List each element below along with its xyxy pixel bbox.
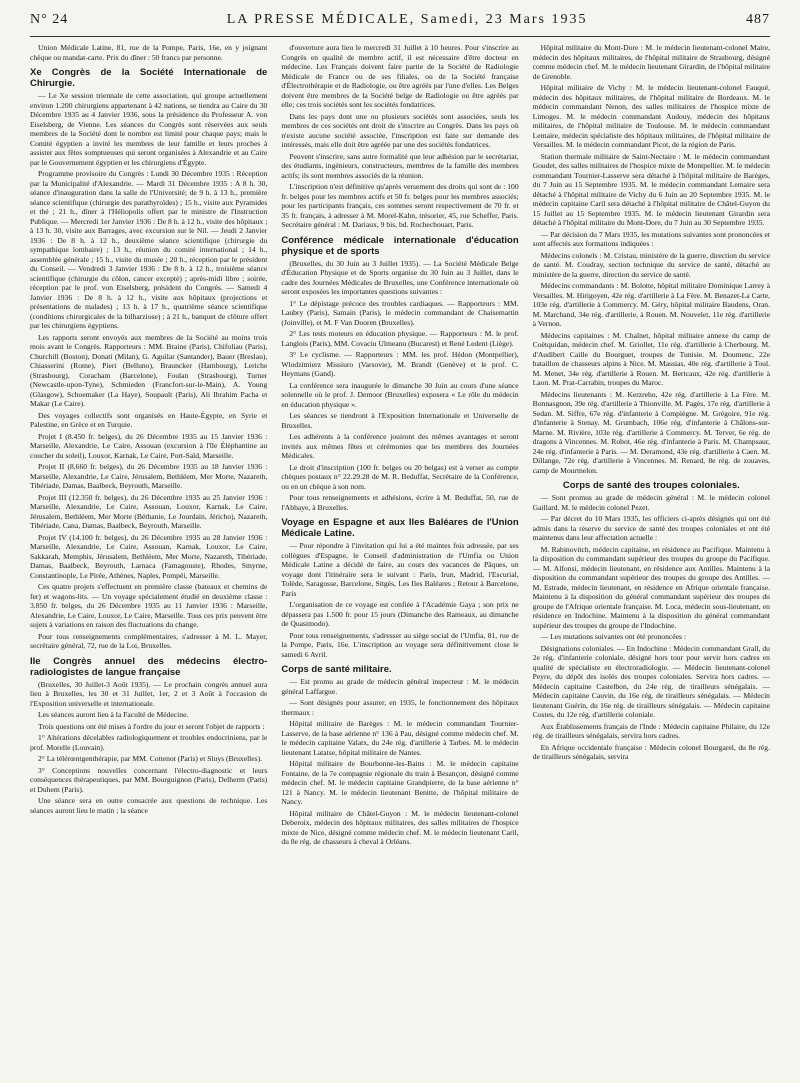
paragraph: Les adhérents à la conférence jouiront des mêmes avantages et seront invités aux mêmes fêtes et cérémonies que les membres des Journées Médicales. (281, 432, 519, 460)
paragraph: 1° Altérations décelables radiologiquement et troubles endocriniens, par le prof. Morelle (Louvain). (30, 733, 268, 752)
paragraph: 2° Les tests moteurs en éducation physique. — Rapporteurs : M. le prof. Langlois (Paris), MM. Covaciu Ulmeanu (Bucarest) et René Ledent (Liège). (281, 329, 519, 348)
paragraph: L'organisation de ce voyage est confiée à l'Académie Gaya ; son prix ne dépassera pas 1.500 fr. pour 15 jours (Dimanche des Rameaux, au dimanche de Quasimodo). (281, 600, 519, 628)
paragraph: Projet I (8.450 fr. belges), du 26 Décembre 1935 au 15 Janvier 1936 : Marseille, Alexandrie, Le Caire, Assouan (excursion à l'île Éléphantine au coucher du soleil), Louxor, Karnak, Le Caire, Port-Saïd, Marseille. (30, 431, 268, 460)
paragraph: Hôpital militaire du Mont-Dore : M. le médecin lieutenant-colonel Maire, médecin des hôpitaux militaires, de l'hôpital militaire de Strasbourg, désigné comme médecin chef. M. le médecin lieutenant Girardin, de l'hôpital militaire de Grenoble. (532, 43, 770, 81)
paragraph: Les séances auront lieu à la Faculté de Médecine. (38, 710, 189, 719)
paragraph: Union Médicale Latine, 81, rue de la Pompe, Paris, 16e, en y joignant chèque ou mandat-carte. Prix du dîner : 50 francs par personne. (30, 43, 268, 62)
paragraph: — Sont promus au grade de médecin général : M. le médecin colonel Gaillard. M. le médecin colonel Pezet. (532, 493, 770, 512)
paragraph: Ces quatre projets s'effectuent en première classe (bateaux et chemins de fer) et wagons-lits. — Un voyage spécialement étudié en deuxième classe : 3.850 fr. belges, du 26 Décembre 1935 au 11 Janvier 1936 : Marseille, Alexandrie, Le Caire, Louxor, Le Caire, Marseille. Tous ces prix peuvent être sujets à variations en raison des fluctuations du change. (30, 582, 268, 629)
paragraph: (Bruxelles, du 30 Juin au 3 Juillet 1935). — La Société Médicale Belge d'Éducation Physique et de Sports organise du 30 Juin au 3 Juillet, dans le cadre des Journées Médicales de Bruxelles, une Conférence internationale où seront exposées les importantes questions suivantes : (281, 258, 519, 296)
paragraph: Médecins colonels : M. Cristau, ministère de la guerre, direction du service de santé. M. Coudray, section technique du service de santé, détaché au ministère de la guerre, direction du service de santé. (532, 250, 770, 279)
paragraph: Médecins lieutenants : M. Kerzreho, 42e rég. d'artillerie à La Fère. M. Bonnasgnon, 39e rég. d'artillerie à Thionville. M. Pagès, 17e rég. d'artillerie à Sedan. M. Siffre, 67e rég. d'infanterie à Compiègne. M. Grégoire, 91e rég. d'infanterie à Stenay. M. Grumbach, 106e rég. d'infanterie à Châlons-sur-Marne. M. Rivière, 103e rég. d'artillerie à Commercy. M. Terver, 6e rég. de dragons à Vincennes. M. Robot, 46e rég. d'infanterie à Paris. M. Champsaur, 24e rég. d'infanterie à Paris. — M. Deramond, 43e rég. d'artillerie à Caen. M. Dillange, 72e rég. d'artillerie à Vincennes. M. Renard, 8e rég. de zouaves, camp de Mourmelon. (532, 389, 770, 475)
article-heading-spain-voyage: Voyage en Espagne et aux Iles Baléares de l'Union Médicale Latine. (281, 517, 519, 539)
paragraph: Médecins capitaines : M. Chaînet, hôpital militaire annexe du camp de Coëtquidan, médecin chef. M. Griollet, 11e rég. d'artillerie à Cherbourg. M. d'Audibert Caille du Bourguet, troupes de Tunisie. M. Doumenc, 22e bataillon de chasseurs alpins à Nice. M. Massias, 40e rég. d'artillerie à Toul. M. Menet, 34e rég. d'artillerie à Rouen. M. Bertcaux, 42e rég. d'artillerie à Laon. M. Prat-Carrabin, troupes du Maroc. (532, 330, 770, 387)
paragraph: Les rapports seront envoyés aux membres de la Société au moins trois mois avant le Congrès. Rapporteurs : MM. Braine (Paris), Chifoliau (Paris), Churchill (Boston), Donati (Milan), G. Aguilar (Santander), Bauer (Breslau), Chiasserini (Rome), Pieri (Belluno), Brauncker (Hambourg), Leriche (Strasbourg), Coracham (Barcelone), Foulan (Strasbourg), Turner (Newcastle-upon-Tyne), Schmieden (Francfort-sur-le-Main), A. Young (Glasgow), Schoemaker (La Haye), Soupault (Paris), Ali Ibrahim Pacha et Makar (Le Caire). (30, 332, 268, 408)
page-number: 487 (746, 12, 770, 27)
paragraph: 1° Le dépistage précoce des troubles cardiaques. — Rapporteurs : MM. Laubry (Paris), Samain (Paris), le médecin commandant de Chaisemartin (Joinville), et M. F Van Dooren (Bruxelles). (281, 298, 519, 327)
article-heading-colonial-troops: Corps de santé des troupes coloniales. (562, 480, 740, 491)
paragraph: En Afrique occidentale française : Médecin colonel Bourgarel, du 8e rég. de tirailleurs sénégalais, servira (532, 742, 770, 761)
paragraph: L'inscription n'est définitive qu'après versement des droits qui sont de : 100 fr. belges pour les membres actifs et 50 fr. belges pour les membres associés; pour les participants français, ces sommes seront respectivement de 70 fr. et 35 fr. français, à adresser à M. Morel-Kahn, trésorier, 45, rue Scheffer, Paris. Secrétaire général : M. Dariaux, 9 bis, bd. Rochechouart, Paris. (281, 182, 519, 229)
paragraph: 3° Le cyclisme. — Rapporteurs : MM. les prof. Hédon (Montpellier), Wlodzimierz Missiuro (Varsovie), M. Brandt (Genève) et le prof. C. Heymans (Gand). (281, 350, 519, 378)
paragraph: Hôpital militaire de Vichy : M. le médecin lieutenant-colonel Fauqué, médecin des hôpitaux militaires, de l'hôpital militaire de Bordeaux. M. le médecin commandant Nenon, des salles militaires de l'hospice mixte de Limoges. M. le médecin commandant Audouy, médecin des hôpitaux militaires, de l'hôpital militaire de Toulouse. M. le médecin commandant Lemaire, médecin spécialiste des hôpitaux militaires, de l'hôpital militaire de Versailles. M. le médecin commandant Picot, de la région de Paris. (532, 83, 770, 149)
paragraph: M. Rabinovitch, médecin capitaine, en résidence au Pacifique. Maintenu à la disposition du commandant supérieur des troupes du groupe du Pacifique. — M. Alfonsi, médecin lieutenant, en résidence aux Antilles. Maintenu à la disposition du commandant supérieur des troupes du groupe des Antilles. — M. Estrade, médecin lieutenant, en résidence en Afrique orientale française. Maintenu à la disposition du général commandant supérieur des troupes du groupe de l'Afrique orientale française. M. Loca, médecin sous-lieutenant, en résidence en Indochine. Maintenu à la disposition du général commandant supérieur des troupes du groupe de l'Indochine. (532, 544, 770, 630)
paragraph: Peuvent s'inscrire, sans autre formalité que leur adhésion par le secrétariat, des étudiants, ingénieurs, constructeurs, membres de la famille des membres actifs; ils sont membres associés de la réunion. (281, 151, 519, 180)
column-2 (281, 43, 518, 1083)
paragraph: Des voyages collectifs sont organisés en Haute-Égypte, en Syrie et Palestine, en Grèce et en Turquie. (30, 410, 268, 429)
paragraph: Les séances se tiendront à l'Exposition Internationale et Universelle de Bruxelles. (281, 411, 519, 430)
masthead-title: LA PRESSE MÉDICALE, Samedi, 23 Mars 1935 (226, 12, 588, 27)
paragraph: Désignations coloniales. — En Indochine : Médecin commandant Grall, du 2e rég. d'infanterie coloniale, désigné hors tour pour servir hors cadres en qualité de spécialiste en électroradiologie. — Médecin lieutenant-colonel Peyre, du dépôt des isolés des troupes coloniales. Servira hors cadres. — Médecin capitaine Castelbon, du 24e rég. de tirailleurs sénégalais. — Médecin capitaine Cauvin, du 16e rég. de tirailleurs sénégalais. — Médecin lieutenant Guérin, du 16e rég. de tirailleurs sénégalais. — Médecin capitaine Costes, du 12e rég. d'artillerie coloniale. (532, 643, 770, 719)
paragraph: — Par décision du 7 Mars 1935, les mutations suivantes sont prononcées et sont affectés aux formations indiquées : (532, 229, 770, 248)
paragraph: Hôpital militaire de Châtel-Guyon : M. le médecin lieutenant-colonel Deberoix, médecin des hôpitaux militaires, des salles militaires de l'hospice mixte de Nice, désigné comme médecin chef. M. le médecin lieutenant Caril, du 8e rég. de chasseurs à cheval à Orléans. (281, 808, 519, 846)
paragraph: Trois questions ont été mises à l'ordre du jour et seront l'objet de rapports : (38, 721, 265, 731)
paragraph: La conférence sera inaugurée le dimanche 30 Juin au cours d'une séance solennelle où le prof. J. Demoor (Bruxelles) exposera « Le rôle du médecin en éducation physique ». (281, 380, 519, 409)
paragraph: Aux Établissements français de l'Inde : Médecin capitaine Philaire, du 12e rég. de tirailleurs sénégalais, servira hors cadres. (532, 721, 770, 740)
paragraph: Station thermale militaire de Saint-Nectaire : M. le médecin commandant Goudet, des salles militaires de l'hospice mixte de Montpellier. M. le médecin commandant Tournier-Lasserve sera détaché à l'hôpital militaire de Barèges, du 7 Juin au 15 Septembre 1935. M. le médecin commandant Lemaire sera détaché à l'hôpital militaire de Vichy du 6 Juin au 20 Septembre 1935. M. le médecin capitaine Caril sera détaché à l'hôpital militaire de Châtel-Guyon du 15 Juillet au 15 Septembre 1935. M. le médecin lieutenant Girardin sera détaché à l'hôpital militaire du Mont-Dore, du 7 Juin au 30 Septembre 1935. (532, 151, 770, 227)
paragraph: d'ouverture aura lieu le mercredi 31 Juillet à 10 heures. Pour s'inscrire au Congrès en qualité de membre actif, il est nécessaire d'être docteur en médecine. Les Français doivent faire partie de la Société de Radiologie Médicale de France ou de ses filiales, ou de la Société française d'Électrothérapie et de Radiologie, ou être agréés par l'une d'elles. Les Belges doivent être membres de la Société belge de Radiologie ou être agréés par elle; ces trois sociétés sont les sociétés fondatrices. (281, 43, 519, 109)
paragraph: — Par décret du 10 Mars 1935, les officiers ci-après désignés qui ont été admis dans la réserve du service de santé des troupes coloniales et ont été maintenus dans leur affectation actuelle : (532, 514, 770, 542)
paragraph: Le droit d'inscription (100 fr. belges ou 20 belgas) est à verser au compte chèques postaux n° 22.29.28 de M. R. Beduffat, Secrétaire de la Conférence, ou en un chèque à son nom. (281, 462, 519, 491)
paragraph: Hôpital militaire de Bourbonne-les-Bains : M. le médecin capitaine Fontaine, de la 7e compagnie régionale du train à Besançon, désigné comme médecin chef. M. le médecin capitaine Grandpierre, de la base aérienne n° 121 à Nancy. M. le médecin lieutenant Benitte, de l'hôpital militaire de Nancy. (281, 759, 519, 806)
article-columns (30, 43, 770, 1083)
article-heading-radiology-congress: IIe Congrès annuel des médecins électro-radiologistes de langue française (30, 655, 268, 678)
paragraph: Programme provisoire du Congrès : Lundi 30 Décembre 1935 : Réception par la Municipalité d'Alexandrie. — Mardi 31 Décembre 1935 : A 8 h. 30, séance d'inauguration dans la salle de l'Université; de 9 h. à 13 h., première séance scientifique (chirurgie des parathyroïdes) ; 15 h., visite aux Pyramides et thé ; 21 h., dîner à l'Héliopolis offert par le ministre de l'Instruction Publique. — Mercredi 1er Janvier 1936 : De 8 h. à 12 h., visite des hôpitaux ; à 13 h. 30, visite aux Barrages, avec excursion sur le Nil. — Jeudi 2 Janvier 1936 : De 8 h. à 12 h., deuxième séance scientifique (chirurgie du sympathique lombaire) ; 13 h., réunion du comité international ; 14 h., assemblée générale ; 15 h., visite du musée ; 20 h., réception par le président du Conseil. — Vendredi 3 Janvier 1936 : De 8 h. à 12 h., troisième séance scientifique (chirurgie du côlon, cancer excepté) ; après-midi libre ; soirée, réception par le prof. von Eiselsberg, président du Congrès. — Samedi 4 Janvier 1936 : De 8 h. à 12 h., visite aux hôpitaux (projections et présentations de malades) ; 13 h. à 17 h., quatrième séance scientifique (conditions chirurgicales de la bilharziose) ; à 21 h., banquet de clôture offert par les chirurgiens égyptiens. (30, 169, 268, 330)
article-heading-chirurgie-congress: Xe Congrès de la Société Internationale de Chirurgie. (30, 67, 268, 89)
paragraph: Pour tous renseignements complémentaires, s'adresser à M. L. Mayer, secrétaire général, 72, rue de la Loi, Bruxelles. (30, 631, 268, 650)
paragraph: 2° La télérœntgenthérapie, par MM. Cottenot (Paris) et Sluys (Bruxelles). (38, 754, 263, 763)
paragraph: (Bruxelles, 30 Juillet-3 Août 1935). — Le prochain congrès annuel aura lieu à Bruxelles, les 30 et 31 Juillet, 1er, 2 et 3 Août à l'occasion de l'Exposition universelle et internationale. (30, 679, 268, 708)
paragraph: Une séance sera en outre consacrée aux questions de technique. Les séances auront lieu le matin ; la séance (30, 796, 268, 815)
paragraph: — Les mutations suivantes ont été prononcées : (540, 632, 686, 641)
paragraph: Projet III (12.350 fr. belges), du 26 Décembre 1935 au 25 Janvier 1936 : Marseille, Alexandrie, Le Caire, Assouan, Louxor, Karnak, Le Caire, Jérusalem, Bethléem, Mer Morte (Béthanie, Le Jourdain, Jéricho), Nazareth, Tibériade, Cana, Damas, Baalbeck, Beyrouth, Marseille. (30, 492, 268, 530)
page-header (30, 12, 770, 37)
paragraph: Projet IV (14.100 fr. belges), du 26 Décembre 1935 au 28 Janvier 1936 : Marseille, Alexandrie, Le Caire, Assouan, Karnak, Louxor, Le Caire, Sakkarah, Memphis, Jérusalem, Bethléem, Mer Morte, Nazareth, Tibériade, Damas, Baalbeck, Beyrouth, Larnaca (Famagouste), Rhodes, Smyrne, Constantinople, Le Pirée, Athènes, Naples, Pompéi, Marseille. (30, 532, 268, 580)
paragraph: Projet II (8.660 fr. belges), du 26 Décembre 1935 au 18 Janvier 1936 : Marseille, Alexandrie, Le Caire, Jérusalem, Bethléem, Mer Morte, Nazareth, Tibériade, Damas, Baalbeck, Beyrouth, Marseille. (30, 462, 268, 490)
paragraph: — Sont désignés pour assurer, en 1935, le fonctionnement des hôpitaux thermaux : (281, 698, 519, 717)
paragraph: — Est promu au grade de médecin général inspecteur : M. le médecin général Laffargue. (281, 677, 519, 696)
paragraph: Médecins commandants : M. Bolotte, hôpital militaire Dominique Larrey à Versailles. M. Hirigoyen, 42e rég. d'artillerie à La Fère. M. Benazet-La Carte, 103e rég. d'artillerie à Commercy. M. Géry, hôpital militaire Baudens, Oran. M. Marchand, 34e rég. d'artillerie, à Rouen. M. Nouvelet, 11e rég. d'artillerie à Vernon. (532, 281, 770, 328)
paragraph: Dans les pays dont une ou plusieurs sociétés sont associées, seuls les membres de ces sociétés ont droit de s'inscrire au Congrès. Dans les pays où n'existe aucune société associée, l'inscription est faite sur demande des intéressés, mais elle doit être agréée par une des sociétés fondatrices. (281, 111, 519, 149)
paragraph: Hôpital militaire de Barèges : M. le médecin commandant Tournier-Lasserve, de la base aérienne n° 136 à Pau, désigné comme médecin chef. M. le médecin capitaine Valatx, du 24e rég. d'artillerie à Tarbes. M. le médecin lieutenant Latatse, hôpital militaire de Nantes. (281, 719, 519, 757)
paragraph: — Le Xe session triennale de cette association, qui groupe actuellement environ 1.200 chirurgiens appartenant à 42 nations, se tiendra au Caire du 30 Décembre 1935 au 4 Janvier 1936, sous la présidence du Professeur A. von Eiselsberg, de Vienne. Les séances du Congrès sont réservées aux seuls membres de la Société dont le nombre est limité pour chaque pays; mais le Comité égyptien a invité les membres de leur famille et leurs proches à assister aux fêtes somptueuses qui seront organisées à Alexandrie et au Caire par le Gouvernement égyptien et les chirurgiens d'Égypte. (30, 91, 268, 167)
column-1 (30, 43, 267, 1083)
column-3 (533, 43, 770, 1083)
paragraph: Pour tous renseignements, s'adresser au siège social de l'Umfia, 81, rue de la Pompe, Paris, 16e. L'inscription au voyage sera définitivement close le samedi 6 Avril. (281, 630, 519, 659)
article-heading-physical-education: Conférence médicale internationale d'éducation physique et de sports (281, 234, 519, 257)
paragraph: 3° Conceptions nouvelles concernant l'électro-diagnostic et leurs conséquences thérapeutiques, par MM. Bourguignon (Paris), Delherm (Paris) et Duhem (Paris). (30, 765, 268, 794)
issue-number: N° 24 (30, 12, 69, 27)
paragraph: Pour tous renseignements et adhésions, écrire à M. Beduffat, 50, rue de l'Abbaye, à Bruxelles. (281, 493, 519, 512)
article-heading-military-health: Corps de santé militaire. (281, 664, 392, 675)
paragraph: — Pour répondre à l'invitation qui lui a été maintes fois adressée, par ses collègues d'Espagne, le Conseil d'administration de l'Umfia ou Union Médicale Latine a décidé de faire, au cours des vacances de Pâques, un voyage dont l'itinéraire sera le suivant : Paris, Irun, Madrid, l'Escurial, Tolède, Saragosse, Barcelone, Sitgès, Les Iles Baléares ; Retour à Barcelone, Paris (281, 541, 519, 598)
